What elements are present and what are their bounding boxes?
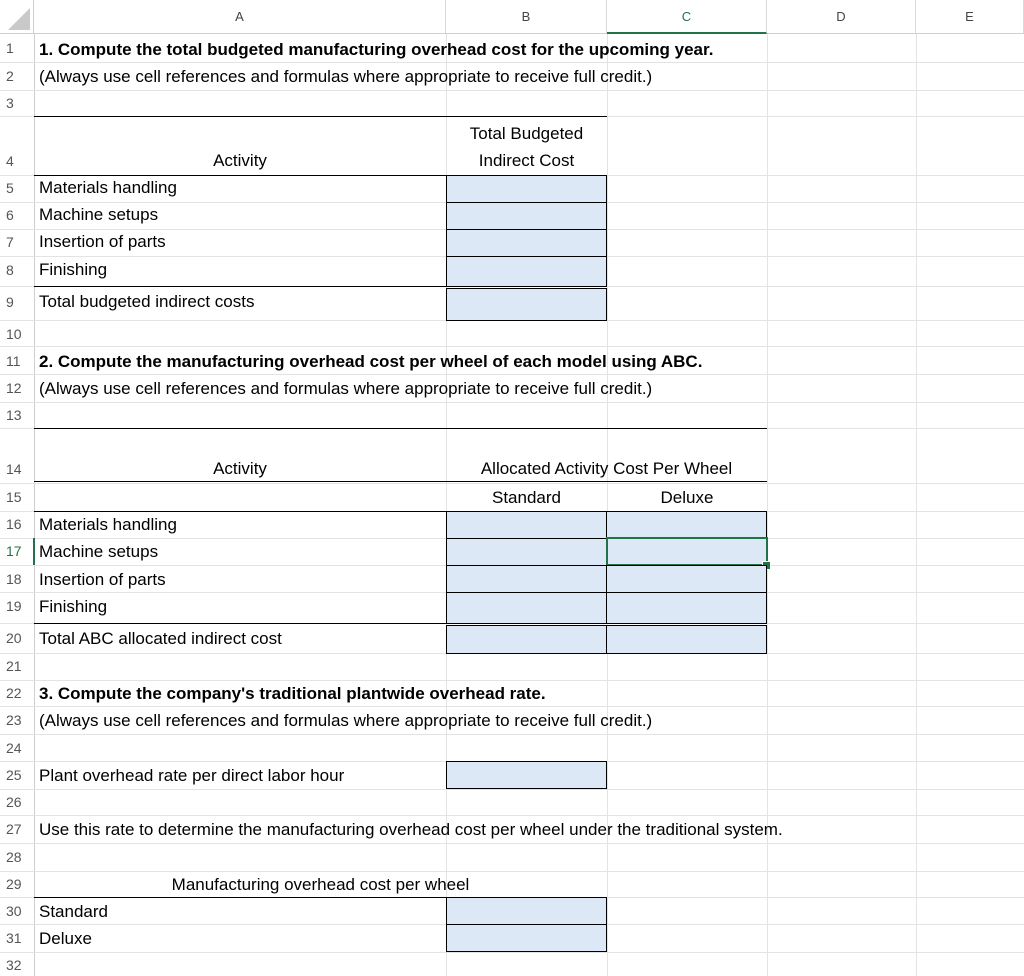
select-all-corner[interactable] — [0, 0, 34, 34]
input-cell-b7[interactable] — [446, 229, 607, 257]
row-number[interactable]: 3 — [6, 95, 14, 111]
input-cell-b6[interactable] — [446, 202, 607, 230]
input-cell-b8[interactable] — [446, 256, 607, 287]
row-number[interactable]: 28 — [6, 849, 22, 865]
section1-title: 1. Compute the total budgeted manufacturing overhead cost for the upcoming year. — [39, 40, 714, 59]
selected-row-indicator — [33, 538, 35, 565]
section1-note: (Always use cell references and formulas where appropriate to receive full credit.) — [39, 67, 653, 86]
row-number[interactable]: 1 — [6, 40, 14, 56]
column-header-e[interactable]: E — [916, 0, 1024, 34]
row-number[interactable]: 14 — [6, 461, 22, 477]
section3-instruction: Use this rate to determine the manufacturing overhead cost per wheel under the traditional system. — [39, 820, 783, 839]
row-number[interactable]: 25 — [6, 767, 22, 783]
input-cell-b30[interactable] — [446, 897, 607, 925]
section1-item-materials-handling: Materials handling — [39, 178, 177, 197]
section1-total-label: Total budgeted indirect costs — [39, 292, 255, 311]
row-number[interactable]: 24 — [6, 740, 22, 756]
input-cell-b9[interactable] — [446, 288, 607, 321]
section1-cost-header-line2: Indirect Cost — [478, 151, 575, 170]
row-number[interactable]: 13 — [6, 407, 22, 423]
input-cell-b20[interactable] — [446, 625, 607, 654]
section3-rate-label: Plant overhead rate per direct labor hour — [39, 766, 345, 785]
section2-standard-header: Standard — [492, 488, 561, 507]
input-cell-c19[interactable] — [606, 592, 767, 624]
row-number[interactable]: 2 — [6, 68, 14, 84]
row-number[interactable]: 22 — [6, 685, 22, 701]
row-number[interactable]: 18 — [6, 571, 22, 587]
input-cell-b17[interactable] — [446, 538, 607, 566]
section1-cost-header-line1: Total Budgeted — [469, 124, 584, 143]
column-header-c[interactable]: C — [607, 0, 767, 34]
input-cell-b31[interactable] — [446, 924, 607, 952]
row-number[interactable]: 20 — [6, 630, 22, 646]
row-number[interactable]: 5 — [6, 180, 14, 196]
row-number[interactable]: 15 — [6, 489, 22, 505]
section3-title: 3. Compute the company's traditional plantwide overhead rate. — [39, 684, 546, 703]
input-cell-b5[interactable] — [446, 175, 607, 203]
section3-deluxe-label: Deluxe — [39, 929, 92, 948]
section2-note: (Always use cell references and formulas where appropriate to receive full credit.) — [39, 379, 653, 398]
section2-allocated-header: Allocated Activity Cost Per Wheel — [480, 459, 733, 478]
row-number[interactable]: 4 — [6, 153, 14, 169]
column-header-d[interactable]: D — [767, 0, 916, 34]
row-number[interactable]: 29 — [6, 876, 22, 892]
section2-item-machine-setups: Machine setups — [39, 542, 159, 561]
section2-total-label: Total ABC allocated indirect cost — [39, 629, 282, 648]
row-number[interactable]: 7 — [6, 234, 14, 250]
section2-item-finishing: Finishing — [39, 597, 108, 616]
row-number[interactable]: 6 — [6, 207, 14, 223]
row-number[interactable]: 11 — [6, 353, 21, 369]
section1-item-finishing: Finishing — [39, 260, 108, 279]
row-number[interactable]: 10 — [6, 326, 22, 342]
input-cell-b19[interactable] — [446, 592, 607, 624]
input-cell-b25[interactable] — [446, 761, 607, 789]
row-number[interactable]: 16 — [6, 516, 22, 532]
column-header-b[interactable]: B — [446, 0, 607, 34]
row-number[interactable]: 31 — [6, 930, 22, 946]
input-cell-b16[interactable] — [446, 511, 607, 539]
row-number[interactable]: 9 — [6, 294, 14, 310]
row-number[interactable]: 32 — [6, 957, 22, 973]
row-number-selected[interactable]: 17 — [6, 543, 22, 559]
section1-item-insertion-of-parts: Insertion of parts — [39, 232, 166, 251]
section3-note: (Always use cell references and formulas where appropriate to receive full credit.) — [39, 711, 653, 730]
section2-activity-header: Activity — [213, 459, 267, 478]
section1-activity-header: Activity — [213, 151, 267, 170]
selected-cell-c17[interactable] — [606, 537, 768, 566]
section1-item-machine-setups: Machine setups — [39, 205, 159, 224]
row-number[interactable]: 12 — [6, 380, 22, 396]
input-cell-c20[interactable] — [606, 625, 767, 654]
row-number[interactable]: 19 — [6, 598, 22, 614]
row-number[interactable]: 23 — [6, 712, 22, 728]
row-number[interactable]: 26 — [6, 794, 22, 810]
section3-standard-label: Standard — [39, 902, 108, 921]
section3-mo-header: Manufacturing overhead cost per wheel — [171, 875, 470, 894]
row-number[interactable]: 8 — [6, 262, 14, 278]
column-header-a[interactable]: A — [34, 0, 446, 34]
row-number[interactable]: 30 — [6, 903, 22, 919]
section2-item-materials-handling: Materials handling — [39, 515, 177, 534]
row-number[interactable]: 21 — [6, 658, 22, 674]
row-number[interactable]: 27 — [6, 821, 22, 837]
input-cell-b18[interactable] — [446, 565, 607, 593]
input-cell-c16[interactable] — [606, 511, 767, 539]
section2-item-insertion-of-parts: Insertion of parts — [39, 570, 166, 589]
section2-deluxe-header: Deluxe — [660, 488, 714, 507]
section2-title: 2. Compute the manufacturing overhead cost per wheel of each model using ABC. — [39, 352, 703, 371]
input-cell-c18[interactable] — [606, 565, 767, 593]
